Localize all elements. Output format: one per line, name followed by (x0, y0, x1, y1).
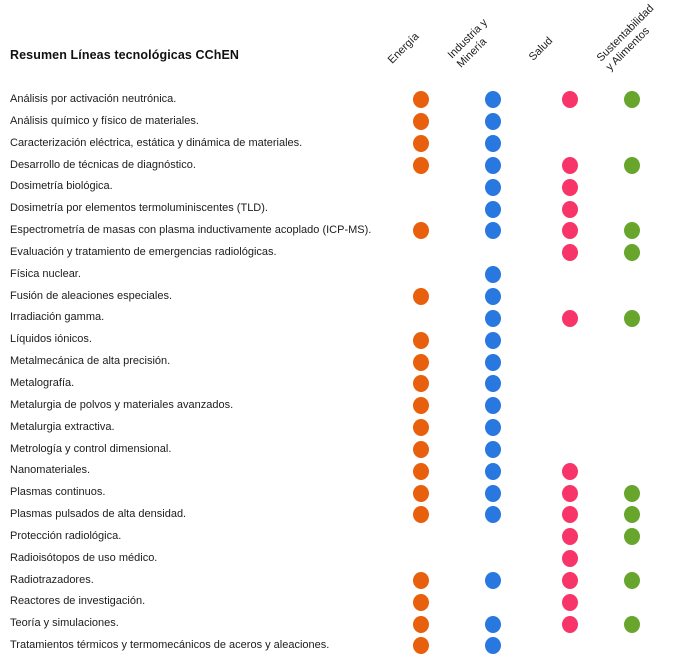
orange-dot (413, 91, 429, 108)
blue-dot (485, 441, 501, 458)
orange-dot (413, 441, 429, 458)
row-label: Física nuclear. (10, 267, 81, 280)
green-dot (624, 91, 640, 108)
table-row (0, 133, 686, 155)
table-row (0, 155, 686, 177)
green-dot (624, 616, 640, 633)
table-row (0, 548, 686, 570)
pink-dot (562, 616, 578, 633)
row-label: Radioisótopos de uso médico. (10, 551, 158, 564)
blue-dot (485, 463, 501, 480)
row-label: Evaluación y tratamiento de emergencias radiológicas. (10, 245, 277, 258)
blue-dot (485, 375, 501, 392)
table-row (0, 417, 686, 439)
blue-dot (485, 222, 501, 239)
pink-dot (562, 157, 578, 174)
row-label: Protección radiológica. (10, 529, 122, 542)
row-label: Tratamientos térmicos y termomecánicos de aceros y aleaciones. (10, 639, 330, 652)
row-label: Metalografía. (10, 376, 75, 389)
table-row (0, 89, 686, 111)
green-dot (624, 572, 640, 589)
blue-dot (485, 179, 501, 196)
pink-dot (562, 201, 578, 218)
orange-dot (413, 354, 429, 371)
table-row (0, 439, 686, 461)
orange-dot (413, 463, 429, 480)
row-label: Plasmas continuos. (10, 486, 106, 499)
table-row (0, 504, 686, 526)
green-dot (624, 506, 640, 523)
pink-dot (562, 310, 578, 327)
green-dot (624, 528, 640, 545)
row-label: Irradiación gamma. (10, 311, 105, 324)
table-row (0, 307, 686, 329)
blue-dot (485, 637, 501, 654)
table-row (0, 329, 686, 351)
pink-dot (562, 244, 578, 261)
row-label: Plasmas pulsados de alta densidad. (10, 508, 187, 521)
table-row (0, 460, 686, 482)
pink-dot (562, 594, 578, 611)
row-label: Metalmecánica de alta precisión. (10, 355, 171, 368)
table-row (0, 242, 686, 264)
orange-dot (413, 135, 429, 152)
blue-dot (485, 288, 501, 305)
pink-dot (562, 528, 578, 545)
table-row (0, 373, 686, 395)
table-row (0, 351, 686, 373)
blue-dot (485, 310, 501, 327)
column-header-industria-mineria: Industria y Minería (445, 16, 490, 71)
orange-dot (413, 332, 429, 349)
blue-dot (485, 266, 501, 283)
orange-dot (413, 419, 429, 436)
table-row (0, 482, 686, 504)
pink-dot (562, 91, 578, 108)
blue-dot (485, 397, 501, 414)
row-label: Dosimetría por elementos termoluminiscentes (TLD). (10, 202, 268, 215)
table-row (0, 591, 686, 613)
blue-dot (485, 113, 501, 130)
orange-dot (413, 637, 429, 654)
blue-dot (485, 485, 501, 502)
green-dot (624, 222, 640, 239)
pink-dot (562, 572, 578, 589)
blue-dot (485, 91, 501, 108)
pink-dot (562, 485, 578, 502)
row-label: Líquidos iónicos. (10, 333, 92, 346)
orange-dot (413, 572, 429, 589)
table-row (0, 176, 686, 198)
orange-dot (413, 157, 429, 174)
table-row (0, 198, 686, 220)
pink-dot (562, 550, 578, 567)
rows-table (0, 89, 686, 657)
row-label: Caracterización eléctrica, estática y dinámica de materiales. (10, 136, 303, 149)
orange-dot (413, 113, 429, 130)
column-header-sustentabilidad-alimentos: Sustentabilidad y Alimentos (594, 2, 657, 74)
row-label: Teoría y simulaciones. (10, 617, 119, 630)
column-header-salud: Salud (526, 34, 556, 64)
table-row (0, 526, 686, 548)
pink-dot (562, 179, 578, 196)
blue-dot (485, 572, 501, 589)
blue-dot (485, 354, 501, 371)
orange-dot (413, 397, 429, 414)
blue-dot (485, 419, 501, 436)
row-label: Metrología y control dimensional. (10, 442, 172, 455)
orange-dot (413, 616, 429, 633)
row-label: Metalurgia de polvos y materiales avanzados. (10, 398, 234, 411)
table-row (0, 264, 686, 286)
orange-dot (413, 375, 429, 392)
row-label: Reactores de investigación. (10, 595, 146, 608)
green-dot (624, 244, 640, 261)
table-row (0, 613, 686, 635)
row-label: Dosimetría biológica. (10, 180, 113, 193)
blue-dot (485, 506, 501, 523)
column-header-energia: Energía (385, 30, 422, 67)
row-label: Nanomateriales. (10, 464, 91, 477)
table-row (0, 635, 686, 657)
row-label: Radiotrazadores. (10, 573, 94, 586)
blue-dot (485, 332, 501, 349)
row-label: Análisis químico y físico de materiales. (10, 114, 199, 127)
pink-dot (562, 463, 578, 480)
blue-dot (485, 157, 501, 174)
blue-dot (485, 135, 501, 152)
table-row (0, 286, 686, 308)
row-label: Metalurgia extractiva. (10, 420, 115, 433)
pink-dot (562, 506, 578, 523)
green-dot (624, 157, 640, 174)
table-row (0, 111, 686, 133)
orange-dot (413, 506, 429, 523)
orange-dot (413, 594, 429, 611)
green-dot (624, 485, 640, 502)
blue-dot (485, 201, 501, 218)
table-row (0, 395, 686, 417)
green-dot (624, 310, 640, 327)
row-label: Fusión de aleaciones especiales. (10, 289, 173, 302)
row-label: Desarrollo de técnicas de diagnóstico. (10, 158, 196, 171)
orange-dot (413, 222, 429, 239)
table-row (0, 220, 686, 242)
row-label: Análisis por activación neutrónica. (10, 93, 177, 105)
orange-dot (413, 288, 429, 305)
blue-dot (485, 616, 501, 633)
row-label: Espectrometría de masas con plasma inductivamente acoplado (ICP-MS). (10, 224, 372, 237)
table-row (0, 570, 686, 592)
pink-dot (562, 222, 578, 239)
orange-dot (413, 485, 429, 502)
page-title: Resumen Líneas tecnológicas CChEN (10, 48, 240, 62)
